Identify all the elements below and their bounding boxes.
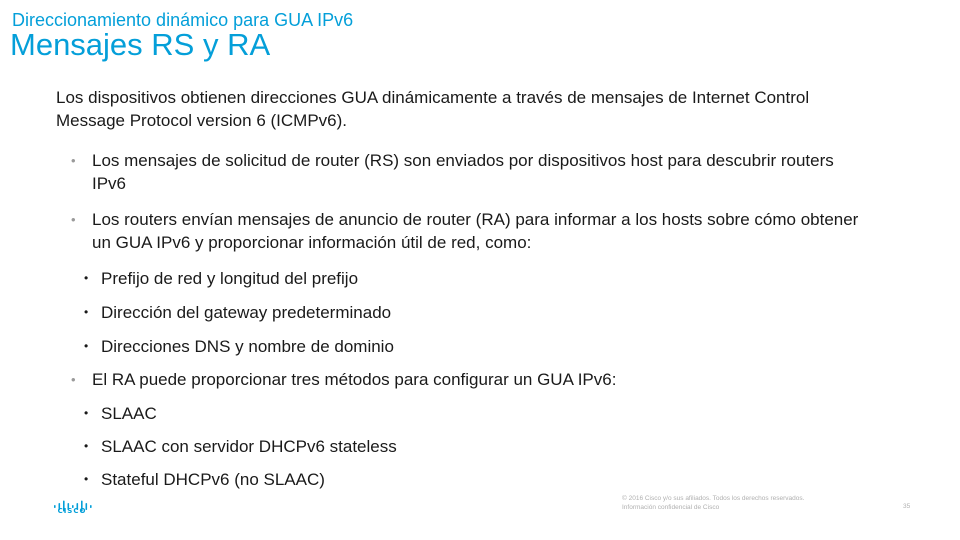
slide-title: Mensajes RS y RA (10, 27, 271, 62)
bullet-marker: • (71, 153, 76, 168)
bullet-marker: • (84, 305, 89, 319)
sub-bullet-text: SLAAC (101, 404, 157, 423)
sub-bullet-text: Dirección del gateway predeterminado (101, 303, 392, 322)
bullet-marker: • (84, 271, 89, 285)
bullet-marker: • (84, 472, 89, 486)
bullet-ra-messages (71, 208, 861, 254)
cisco-logo-text: CISCO (57, 507, 87, 515)
sub-bullet-text: SLAAC con servidor DHCPv6 stateless (101, 437, 397, 456)
sub-bullet-text: Direcciones DNS y nombre de dominio (101, 337, 394, 356)
copyright-notice (622, 494, 804, 512)
slide-subtitle: Direccionamiento dinámico para GUA IPv6 (12, 10, 354, 30)
copyright-line: © 2016 Cisco y/o sus afiliados. Todos los derechos reservados. (622, 495, 805, 502)
bullet-config-methods (71, 368, 861, 391)
sub-bullet-slaac (84, 402, 864, 425)
bullet-text: Los mensajes de solicitud de router (RS) son enviados por dispositivos host para descubrir routers IPv6 (92, 151, 834, 193)
page-number: 35 (903, 503, 911, 510)
bullet-marker: • (84, 439, 89, 453)
intro-paragraph: Los dispositivos obtienen direcciones GUA dinámicamente a través de mensajes de Internet Control Message Protocol version 6 (ICMPv6). (56, 88, 810, 130)
bullet-text: Los routers envían mensajes de anuncio de router (RA) para informar a los hosts sobre cómo obtener un GUA IPv6 y proporcionar información útil de red, como: (92, 210, 859, 252)
bullet-marker: • (71, 372, 76, 387)
bullet-marker: • (84, 406, 89, 420)
bullet-marker: • (71, 212, 76, 227)
sub-bullet-stateful (84, 468, 864, 491)
sub-bullet-gateway (84, 301, 864, 324)
sub-bullet-text: Prefijo de red y longitud del prefijo (101, 269, 359, 288)
bullet-rs-messages (71, 149, 861, 195)
sub-bullet-dns (84, 335, 864, 358)
sub-bullet-prefix (84, 267, 864, 290)
sub-bullet-slaac-stateless (84, 435, 864, 458)
sub-bullet-text: Stateful DHCPv6 (no SLAAC) (101, 470, 325, 489)
bullet-marker: • (84, 339, 89, 353)
confidential-line: Información confidencial de Cisco (622, 504, 720, 511)
bullet-text: El RA puede proporcionar tres métodos para configurar un GUA IPv6: (92, 370, 617, 389)
